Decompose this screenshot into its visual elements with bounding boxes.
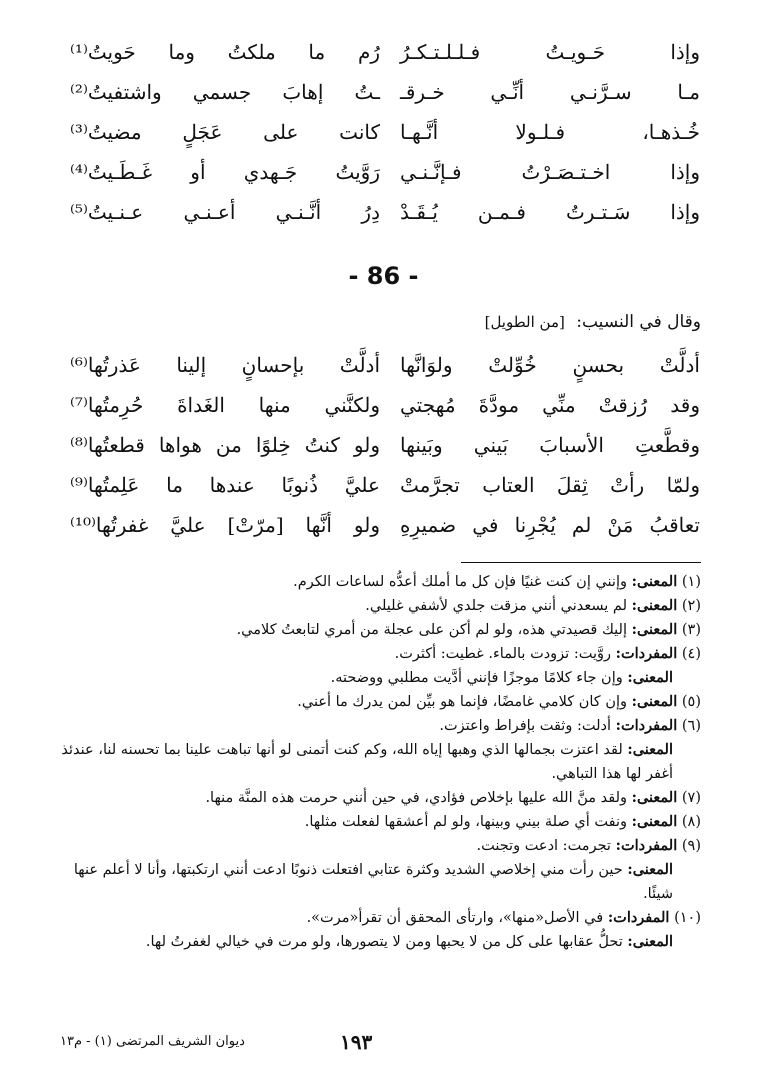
footnote bbox=[61, 690, 701, 714]
intro-text: وقال في النسيب: bbox=[576, 312, 701, 332]
footnote bbox=[61, 810, 701, 834]
page-number: ١٩٣ bbox=[340, 1030, 373, 1054]
footnote-number: (١) bbox=[681, 574, 701, 590]
second-hemistich: رُم ما ملكتُ وما حَويتُ⁽¹⁾ bbox=[70, 40, 380, 64]
footnote-label: المعنى: bbox=[627, 741, 673, 758]
first-hemistich: ولمّا رأتْ ثِقلَ العتاب تجرَّمتْ bbox=[400, 473, 700, 497]
footnote-number: (٣) bbox=[681, 622, 701, 638]
footnote-number: (٥) bbox=[681, 694, 701, 710]
footnote bbox=[61, 570, 701, 594]
footnote-text: ولقد منَّ الله عليها بإخلاص فؤادي، في حين أنني حرمت هذه المنَّة منها. bbox=[205, 790, 627, 806]
footnote-number: (٧) bbox=[681, 790, 701, 806]
footnote-label: المعنى: bbox=[631, 789, 678, 806]
footnote-number: (٤) bbox=[681, 646, 701, 662]
first-hemistich: وإذا اخـتـصَـرْتُ فـإنَّـنـي bbox=[400, 160, 700, 184]
footnote-label: المفردات: bbox=[607, 909, 670, 926]
footnote bbox=[61, 618, 701, 642]
first-hemistich: خُـذهـا، فـلـولا أنَّـهـا bbox=[400, 120, 700, 144]
footnote bbox=[61, 642, 701, 666]
footnote-label: المفردات: bbox=[615, 645, 678, 662]
footnote-label: المعنى: bbox=[627, 933, 673, 950]
verse-line bbox=[70, 505, 700, 545]
footnote bbox=[61, 858, 701, 906]
verse-line bbox=[70, 345, 700, 385]
verse-line bbox=[70, 152, 700, 192]
footnote-text: تحلُّ عقابها على كل من لا يحبها ومن لا يتصورها، ولو مرت في خيالي لغفرتُ لها. bbox=[145, 934, 623, 950]
verse-block-1 bbox=[70, 32, 700, 232]
footnote-number: (١٠) bbox=[674, 910, 701, 926]
verse-line bbox=[70, 112, 700, 152]
verse-line bbox=[70, 192, 700, 232]
footnote-label: المعنى: bbox=[631, 693, 678, 710]
footnote bbox=[61, 786, 701, 810]
footnote-divider bbox=[461, 562, 701, 563]
running-footer-title: ديوان الشريف المرتضى (١) - م١٣ bbox=[60, 1034, 245, 1049]
footnote-text: أدلت: وثقت بإفراط واعتزت. bbox=[439, 718, 611, 734]
footnote bbox=[61, 906, 701, 930]
verse-line bbox=[70, 385, 700, 425]
verse-line bbox=[70, 72, 700, 112]
footnotes bbox=[61, 570, 701, 954]
second-hemistich: عليَّ ذُنوبًا عندها ما عَلِمتُها⁽⁹⁾ bbox=[70, 473, 380, 497]
footnote-number: (٩) bbox=[681, 838, 701, 854]
second-hemistich: دِرُ أنَّـنـي أعـنـي عـنـيتُ⁽⁵⁾ bbox=[70, 200, 380, 224]
first-hemistich: وقد رُزقتْ منِّي مودَّةَ مُهجتي bbox=[400, 393, 700, 417]
second-hemistich: ولكنَّني منها الغَداةَ حُرِمتُها⁽⁷⁾ bbox=[70, 393, 380, 417]
footnote-text: روَّيت: تزودت بالماء. غطيت: أكثرت. bbox=[394, 646, 611, 662]
footnote bbox=[61, 738, 701, 786]
second-hemistich: ـتُ إهابَ جسمي واشتفيتُ⁽²⁾ bbox=[70, 80, 380, 104]
poem-intro bbox=[485, 312, 701, 332]
footnote bbox=[61, 594, 701, 618]
verse-line bbox=[70, 425, 700, 465]
footnote-label: المعنى: bbox=[631, 573, 678, 590]
footnote-label: المعنى: bbox=[631, 597, 678, 614]
second-hemistich: ولو كنتُ خِلوًا من هواها قطعتُها⁽⁸⁾ bbox=[70, 433, 380, 457]
footnote-number: (٦) bbox=[681, 718, 701, 734]
footnote bbox=[61, 714, 701, 738]
footnote-label: المعنى: bbox=[631, 813, 678, 830]
footnote-text: وإن كان كلامي غامضًا، فإنما هو بيِّن لمن يدرك ما أعني. bbox=[297, 694, 627, 710]
footnote-text: في الأصل«منها»، وارتأى المحقق أن تقرأ«مرت». bbox=[306, 910, 604, 926]
footnote-text: وإن جاء كلامًا موجزًا فإنني أدَّيت مطلبي ووضحته. bbox=[330, 670, 623, 686]
verse-line bbox=[70, 32, 700, 72]
footnote-number: (٨) bbox=[681, 814, 701, 830]
first-hemistich: أدلَّتْ بحسنٍ خُوِّلتْ ولوَانَّها bbox=[400, 353, 700, 377]
footnote-text: لقد اعتزت بجمالها الذي وهبها إياه الله، وكم كنت أتمنى لو أنها تباهت علينا بما تحسنه لنا، عندئذ أغفر لها هذا التباهي. bbox=[61, 742, 673, 782]
footnote-text: حين رأت مني إخلاصي الشديد وكثرة عتابي افتعلت ذنوبًا ادعت أنني ارتكبتها، وأنا لا أعلم عنها شيئًا. bbox=[73, 862, 673, 902]
footnote-text: ونفت أي صلة بيني وبينها، ولو لم أعشقها لفعلت مثلها. bbox=[304, 814, 627, 830]
meter-label: [من الطويل] bbox=[484, 313, 565, 331]
poem-number: - 86 - bbox=[348, 262, 419, 290]
footnote-text: وإنني إن كنت غنيًا فإن كل ما أملك أعدُّه لساعات الكرم. bbox=[293, 574, 627, 590]
first-hemistich: وإذا سَـتـرتُ فـمـن يُـقَـدْ bbox=[400, 200, 700, 224]
second-hemistich: رَوَّيتُ جَـهدي أو غَـطَـيتُ⁽⁴⁾ bbox=[70, 160, 380, 184]
first-hemistich: مـا سـرَّنـي أنِّـي خـرقـ bbox=[400, 80, 700, 104]
footnote bbox=[61, 834, 701, 858]
page-footer bbox=[0, 1030, 767, 1058]
footnote-label: المعنى: bbox=[627, 669, 673, 686]
second-hemistich: كانت على عَجَلٍ مضيتُ⁽³⁾ bbox=[70, 120, 380, 144]
footnote bbox=[61, 666, 701, 690]
second-hemistich: أدلَّتْ بإحسانٍ إلينا عَذرتُها⁽⁶⁾ bbox=[70, 353, 380, 377]
footnote-text: تجرمت: ادعت وتجنت. bbox=[476, 838, 611, 854]
verse-block-2 bbox=[70, 345, 700, 545]
footnote-text: لم يسعدني أنني مزقت جلدي لأشفي غليلي. bbox=[365, 598, 627, 614]
footnote-label: المفردات: bbox=[615, 717, 678, 734]
verse-line bbox=[70, 465, 700, 505]
second-hemistich: ولو أنَّها [مرّتْ] عليَّ غفرتُها⁽¹⁰⁾ bbox=[70, 513, 380, 537]
footnote-label: المعنى: bbox=[631, 621, 678, 638]
footnote bbox=[61, 930, 701, 954]
first-hemistich: وقطَّعتِ الأسبابَ بَيني وبَينها bbox=[400, 433, 700, 457]
first-hemistich: وإذا حَـويـتُ فـلـلـتـكـرُ bbox=[400, 40, 700, 64]
footnote-label: المفردات: bbox=[615, 837, 678, 854]
footnote-text: إليك قصيدتي هذه، ولو لم أكن على عجلة من أمري لتابعتُ كلامي. bbox=[236, 622, 627, 638]
first-hemistich: تعاقبُ مَنْ لم يُجْرِنا في ضميرِهِ bbox=[400, 513, 700, 537]
footnote-number: (٢) bbox=[681, 598, 701, 614]
footnote-label: المعنى: bbox=[627, 861, 673, 878]
